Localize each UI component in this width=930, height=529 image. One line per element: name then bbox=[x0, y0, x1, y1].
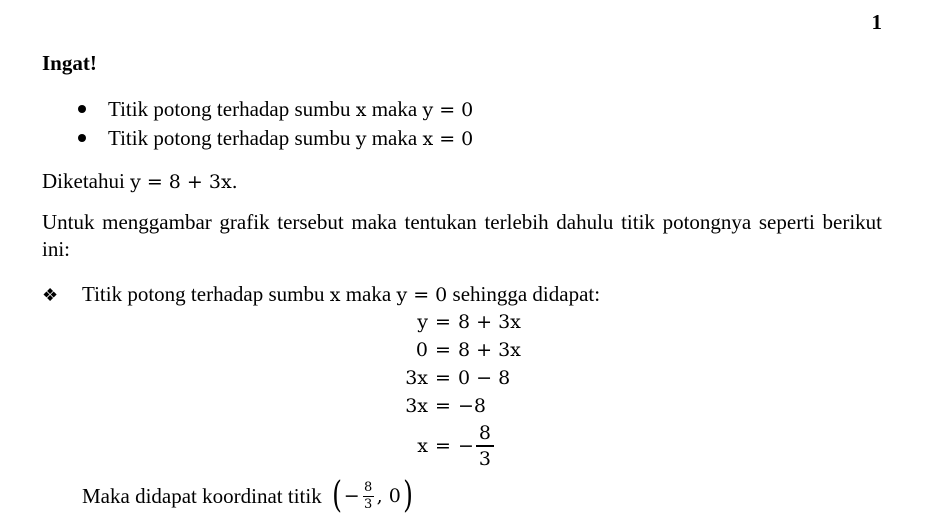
equation-lhs: 3x bbox=[405, 395, 428, 417]
fraction-bar bbox=[476, 445, 494, 447]
coordinate bbox=[330, 475, 415, 516]
coord-denominator: 3 bbox=[364, 496, 373, 512]
final-lhs: x bbox=[417, 434, 428, 457]
equation-steps bbox=[330, 308, 600, 420]
given-equation: y = 8 + 3x. bbox=[130, 171, 238, 193]
equation-op: = bbox=[435, 395, 451, 417]
step-text-mid: maka bbox=[340, 282, 397, 306]
close-paren: ) bbox=[402, 475, 413, 516]
equation-rhs: 0 − 8 bbox=[458, 367, 511, 389]
coord-rest: , 0 bbox=[376, 485, 401, 507]
equation-row bbox=[330, 364, 600, 392]
bullet-icon bbox=[78, 105, 86, 113]
reminder-text: Titik potong terhadap sumbu bbox=[108, 126, 356, 150]
coord-numerator: 8 bbox=[364, 479, 373, 495]
reminder-mid: maka bbox=[366, 97, 423, 121]
page-number: 1 bbox=[871, 10, 882, 34]
math-var: x bbox=[355, 99, 367, 121]
equation-op: = bbox=[435, 367, 451, 389]
bullet-icon bbox=[78, 134, 86, 142]
equation-lhs: y bbox=[417, 311, 428, 333]
equation-rhs: 8 + 3x bbox=[458, 339, 521, 361]
instruction-paragraph: Untuk menggambar grafik tersebut maka tentukan terlebih dahulu titik potongnya seperti berikut ini: bbox=[42, 210, 882, 261]
fraction-denominator: 3 bbox=[478, 447, 491, 470]
given-label: Diketahui bbox=[42, 169, 131, 193]
result-line bbox=[82, 475, 415, 516]
coord-sign: − bbox=[343, 485, 360, 507]
equation-rhs: −8 bbox=[458, 395, 487, 417]
math-condition: y = 0 bbox=[422, 99, 474, 121]
reminder-mid: maka bbox=[366, 126, 423, 150]
equation-op: = bbox=[435, 311, 451, 333]
equation-lhs: 0 bbox=[415, 339, 428, 361]
diamond-bullet-icon: ❖ bbox=[42, 285, 59, 305]
equation-row bbox=[330, 392, 600, 420]
final-equation bbox=[330, 422, 494, 470]
equation-row bbox=[330, 308, 600, 336]
step-text-after: sehingga didapat: bbox=[447, 282, 601, 306]
step-var: x bbox=[329, 284, 341, 306]
equation-rhs: 8 + 3x bbox=[458, 311, 521, 333]
heading-ingat: Ingat! bbox=[42, 51, 97, 75]
step-line bbox=[42, 282, 600, 307]
final-sign: − bbox=[458, 434, 474, 457]
given-statement bbox=[42, 169, 238, 194]
math-var: y bbox=[355, 128, 367, 150]
math-condition: x = 0 bbox=[422, 128, 474, 150]
step-text-before: Titik potong terhadap sumbu bbox=[82, 282, 330, 306]
reminder-item-1 bbox=[78, 95, 473, 124]
result-text: Maka didapat koordinat titik bbox=[82, 483, 322, 508]
equation-op: = bbox=[435, 339, 451, 361]
step-condition: y = 0 bbox=[396, 284, 448, 306]
equation-row bbox=[330, 336, 600, 364]
final-op: = bbox=[435, 434, 451, 457]
reminder-text: Titik potong terhadap sumbu bbox=[108, 97, 356, 121]
reminder-item-2 bbox=[78, 124, 473, 153]
final-fraction bbox=[476, 422, 494, 470]
open-paren: ( bbox=[331, 475, 342, 516]
equation-lhs: 3x bbox=[405, 367, 428, 389]
fraction-numerator: 8 bbox=[478, 422, 491, 444]
reminder-list bbox=[78, 95, 473, 153]
coord-fraction bbox=[363, 481, 374, 512]
